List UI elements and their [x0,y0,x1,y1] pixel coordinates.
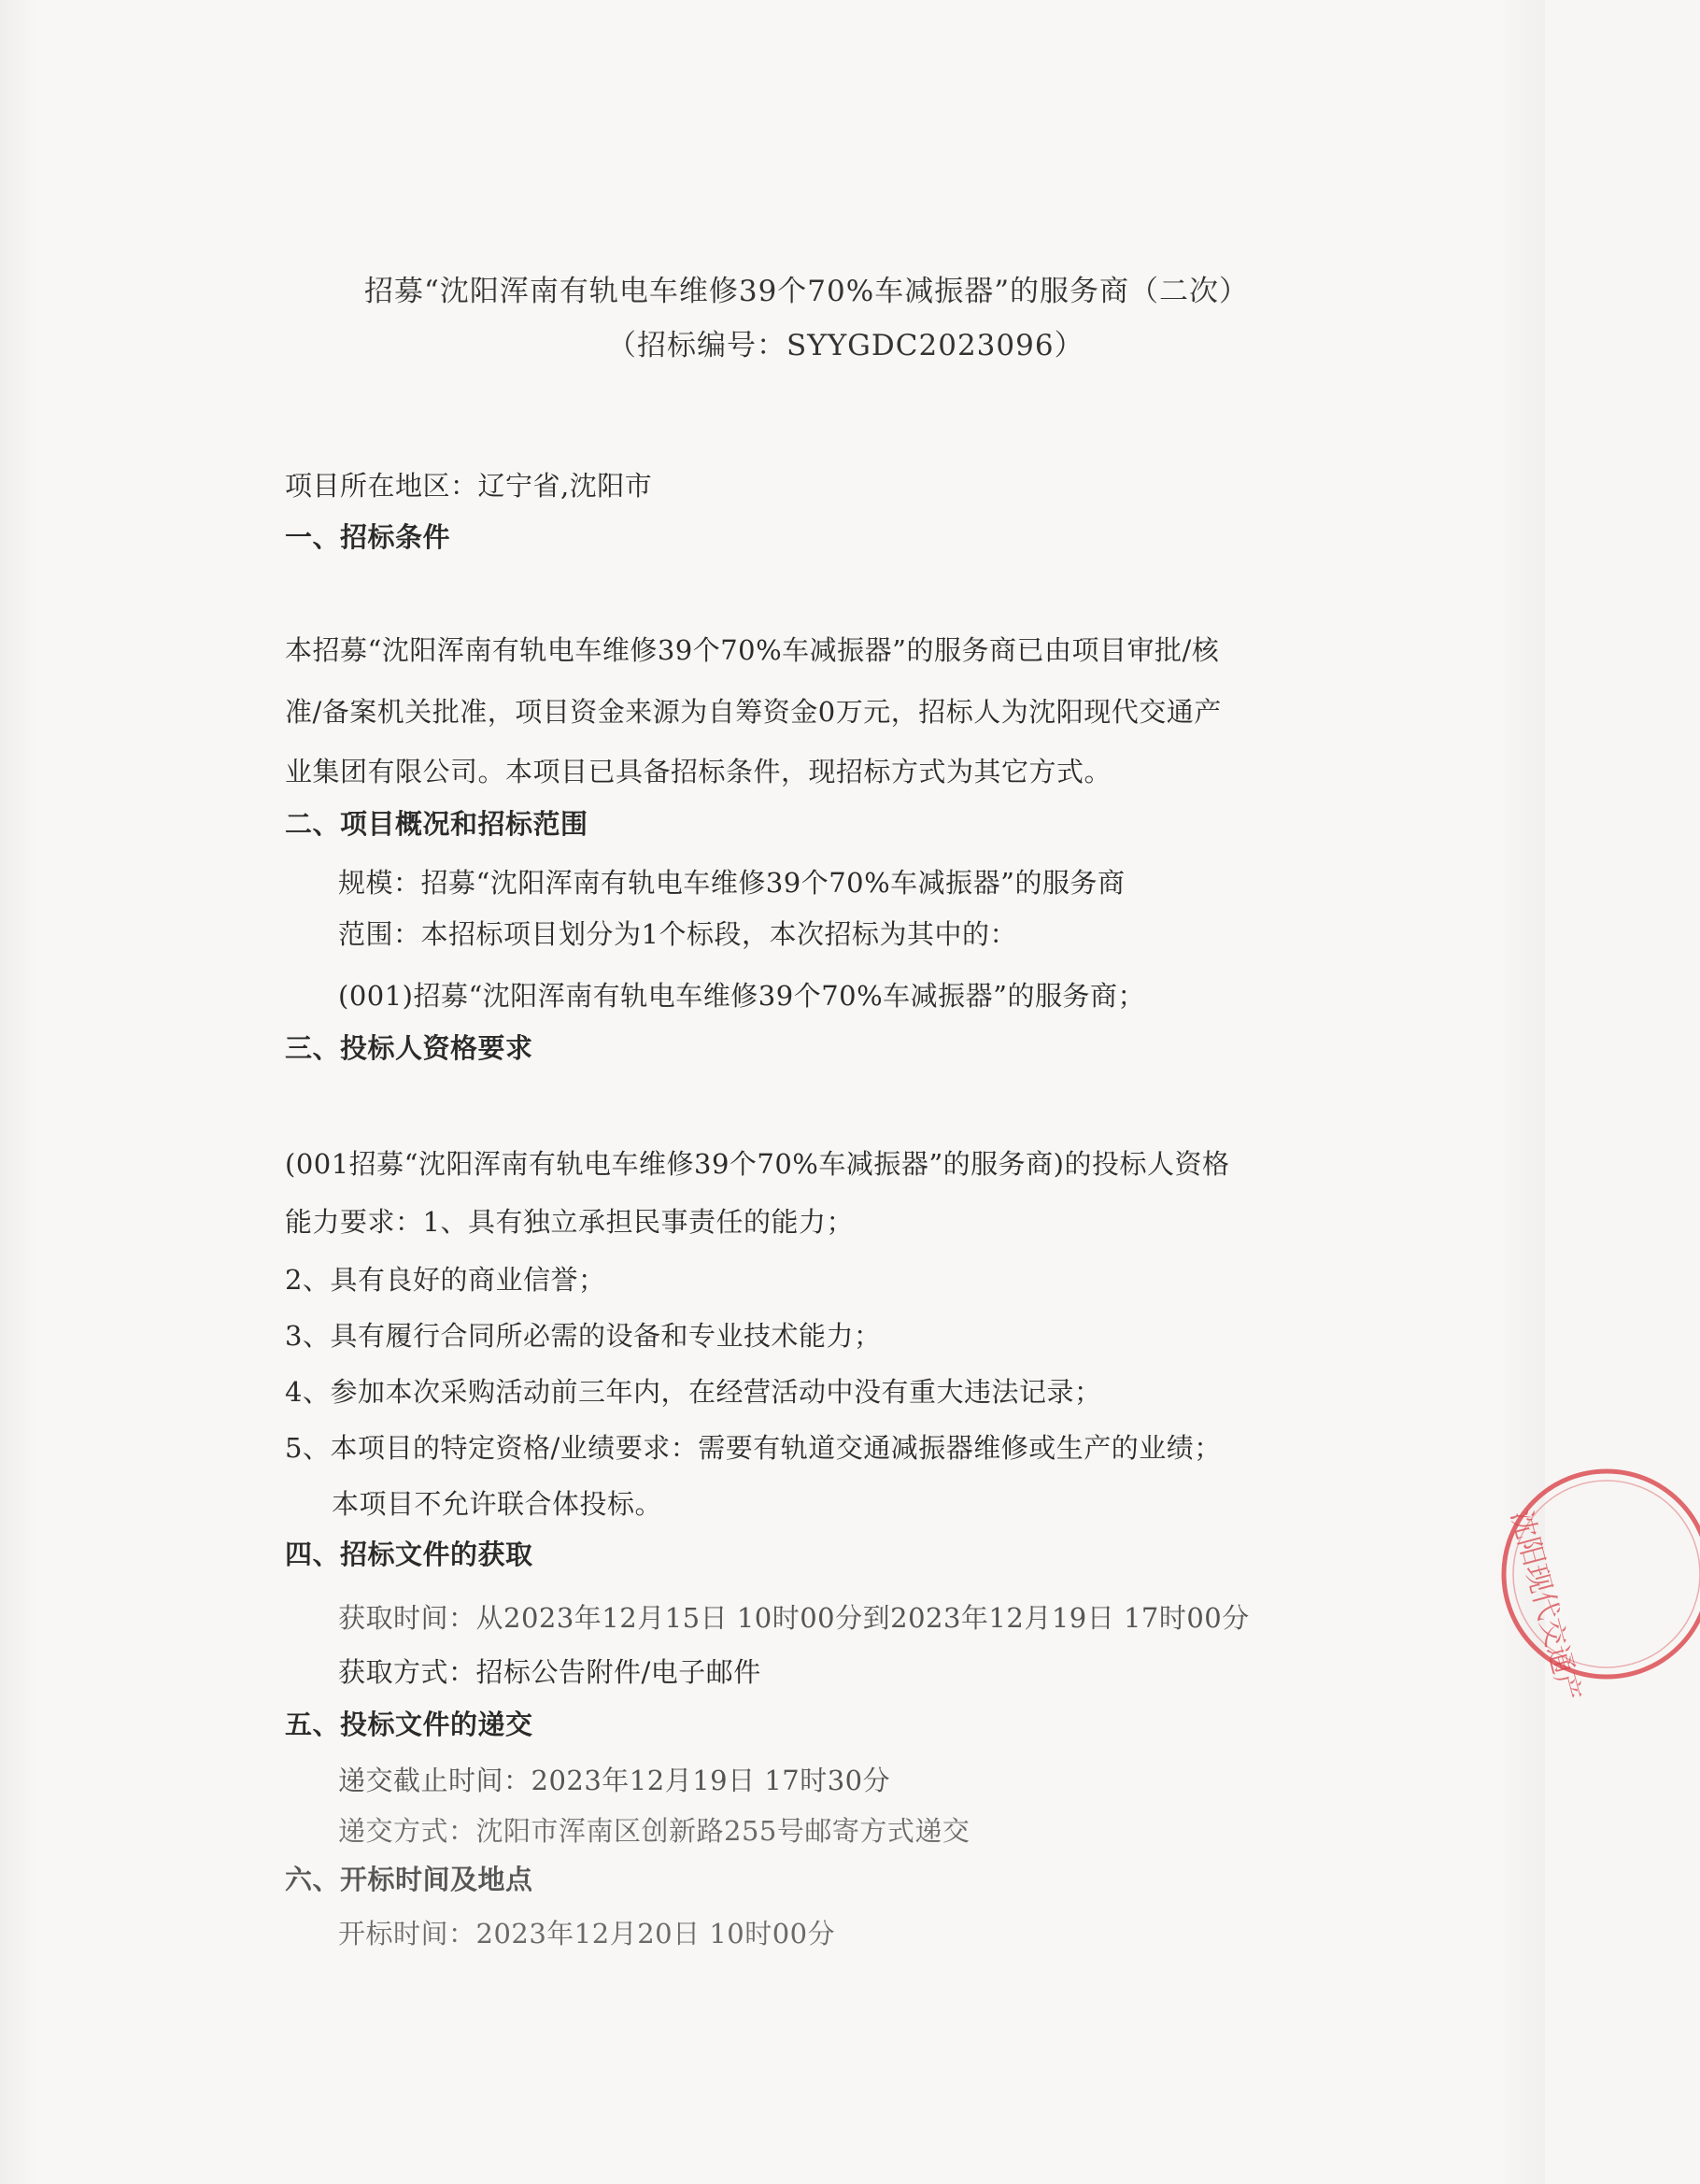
seal-text: 沈阳现代交通产 [1504,1507,1587,1705]
section2-lot: (001)招募“沈阳浑南有轨电车维修39个70%车减振器”的服务商； [338,980,1145,1012]
section3-line-2: 能力要求：1、具有独立承担民事责任的能力； [285,1206,854,1238]
section1-line-3: 业集团有限公司。本项目已具备招标条件，现招标方式为其它方式。 [285,756,1112,787]
section-heading-3: 三、投标人资格要求 [285,1032,533,1064]
section2-scale: 规模：招募“沈阳浑南有轨电车维修39个70%车减振器”的服务商 [338,867,1126,899]
section3-line-7: 本项目不允许联合体投标。 [332,1488,663,1520]
section3-line-6: 5、本项目的特定资格/业绩要求：需要有轨道交通减振器维修或生产的业绩； [285,1432,1222,1464]
red-seal-stamp [1485,1457,1700,1705]
section1-line-2: 准/备案机关批准，项目资金来源为自筹资金0万元，招标人为沈阳现代交通产 [285,696,1222,728]
section3-line-4: 3、具有履行合同所必需的设备和专业技术能力； [285,1320,882,1352]
section3-line-1: (001招募“沈阳浑南有轨电车维修39个70%车减振器”的服务商)的投标人资格 [285,1148,1230,1180]
section5-method: 递交方式：沈阳市浑南区创新路255号邮寄方式递交 [338,1815,970,1847]
section-heading-5: 五、投标文件的递交 [285,1709,533,1740]
section3-line-3: 2、具有良好的商业信誉； [285,1264,606,1296]
project-region: 项目所在地区：辽宁省,沈阳市 [285,470,653,502]
section-heading-6: 六、开标时间及地点 [285,1864,533,1895]
section-heading-1: 一、招标条件 [285,521,451,553]
section3-line-5: 4、参加本次采购活动前三年内，在经营活动中没有重大违法记录； [285,1376,1102,1408]
tender-number: （招标编号：SYYGDC2023096） [607,329,1084,362]
document-title: 招募“沈阳浑南有轨电车维修39个70%车减振器”的服务商（二次） [364,275,1250,308]
section4-time: 获取时间：从2023年12月15日 10时00分到2023年12月19日 17时00分 [338,1602,1250,1634]
section6-time: 开标时间：2023年12月20日 10时00分 [338,1918,836,1950]
section2-scope: 范围：本招标项目划分为1个标段，本次招标为其中的： [338,918,1017,950]
section-heading-4: 四、招标文件的获取 [285,1539,533,1570]
section1-line-1: 本招募“沈阳浑南有轨电车维修39个70%车减振器”的服务商已由项目审批/核 [285,634,1220,666]
section5-deadline: 递交截止时间：2023年12月19日 17时30分 [338,1765,891,1796]
section4-method: 获取方式：招标公告附件/电子邮件 [338,1656,761,1688]
section-heading-2: 二、项目概况和招标范围 [285,808,588,840]
